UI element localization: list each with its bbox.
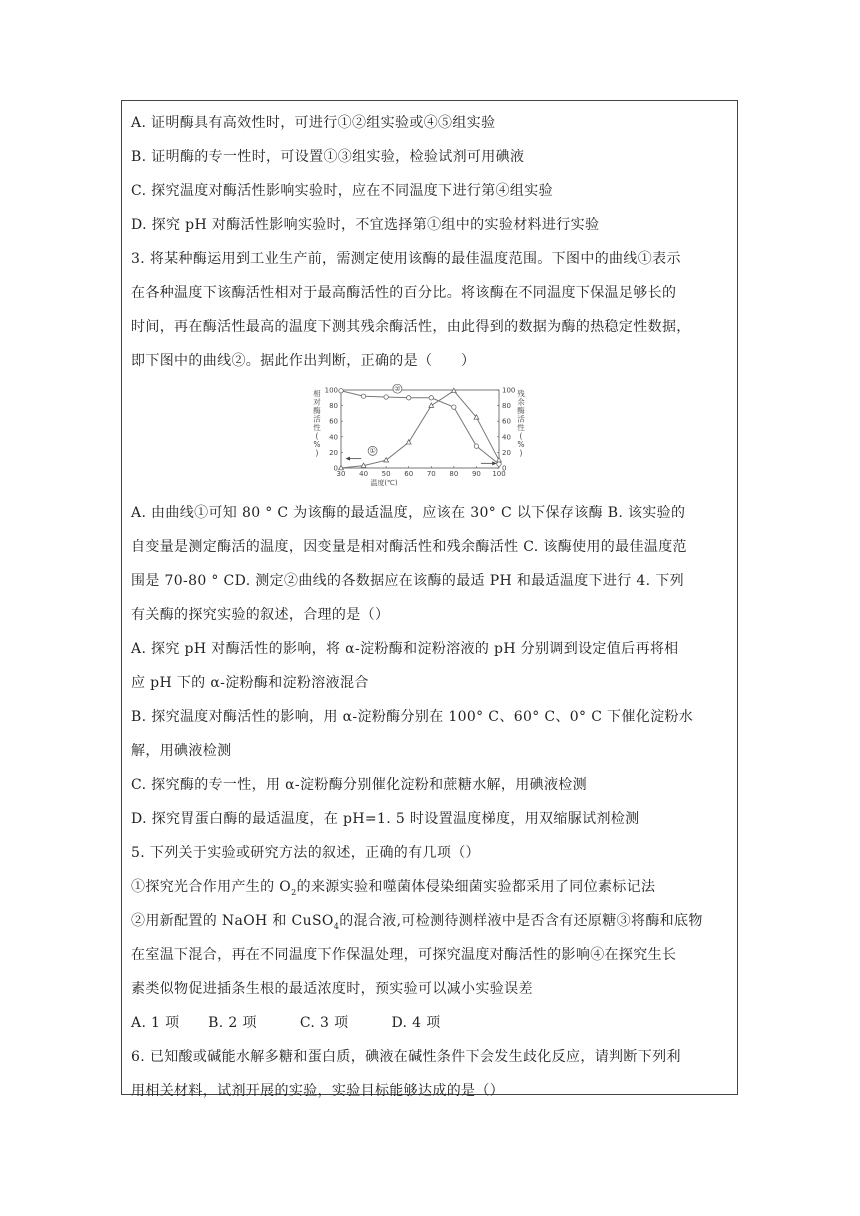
data-point: [452, 405, 456, 409]
y-axis-label-left: ): [315, 448, 319, 458]
question-6-line-2: 用相关材料，试剂开展的实验，实验目标能够达成的是（）: [131, 1083, 505, 1099]
q3-options-line-3: 围是 70-80 ° CD. 测定②曲线的各数据应在该酶的最适 PH 和最适温度下进行 4. 下列: [131, 573, 684, 589]
q5-statement-2: ②用新配置的 NaOH 和 CuSO$_4$的混合液,可检测待测样液中是否含有还原糖③将酶和底物: [131, 913, 703, 931]
x-tick-label: 80: [449, 470, 459, 478]
data-point: [339, 389, 343, 393]
y-tick-label-left: 0: [333, 464, 338, 473]
x-tick-label: 40: [359, 470, 369, 478]
y-tick-label-right: 0: [502, 464, 507, 473]
y-axis-label-right: (: [519, 431, 523, 441]
option-d-q2: D. 探究 pH 对酶活性影响实验时，不宜选择第①组中的实验材料进行实验: [131, 217, 600, 233]
y-axis-label-right: 酶: [517, 406, 525, 415]
y-axis-label-left: 对: [313, 397, 321, 407]
enzyme-activity-chart: [131, 382, 729, 490]
question-3-line-3: 时间，再在酶活性最高的温度下测其残余酶活性，由此得到的数据为酶的热稳定性数据，: [131, 319, 691, 335]
question-5-stem: 5. 下列关于实验或研究方法的叙述，正确的有几项（）: [131, 845, 480, 861]
y-axis-label-left: 相: [313, 389, 321, 398]
y-axis-label-left: 性: [313, 423, 321, 432]
option-a-q2: A. 证明酶具有高效性时，可进行①②组实验或④⑤组实验: [131, 115, 496, 131]
y-axis-label-right: %: [517, 440, 525, 449]
y-axis-label-right: 活: [517, 414, 525, 424]
data-point: [497, 458, 502, 462]
question-6-line-1: 6. 已知酸或碱能水解多糖和蛋白质，碘液在碱性条件下会发生歧化反应，请判断下列利: [131, 1049, 681, 1065]
q5-statement-1: ①探究光合作用产生的 $O_2$的来源实验和噬菌体侵染细菌实验都采用了同位素标记法: [131, 879, 656, 897]
x-tick-label: 90: [471, 470, 481, 478]
option-b-q2: B. 证明酶的专一性时，可设置①③组实验，检验试剂可用碘液: [131, 149, 525, 165]
data-point: [429, 396, 433, 400]
option-a-q4-line-1: A. 探究 pH 对酶活性的影响，将 α-淀粉酶和淀粉溶液的 pH 分别调到设定值后再将相: [131, 641, 679, 657]
question-3-line-2: 在各种温度下该酶活性相对于最高酶活性的百分比。将该酶在不同温度下保温足够长的: [131, 285, 677, 301]
x-tick-label: 100: [492, 470, 506, 478]
curve-1-label: ①: [369, 447, 376, 456]
data-point: [407, 396, 411, 400]
x-tick-label: 60: [404, 470, 414, 478]
y-axis-label-right: 余: [517, 397, 525, 407]
q3-options-line-1: A. 由曲线①可知 80 ° C 为该酶的最适温度，应该在 30° C 以下保存该酶 B. 该实验的: [131, 505, 686, 521]
y-axis-label-left: %: [313, 440, 321, 449]
option-d-q4: D. 探究胃蛋白酶的最适温度，在 pH=1. 5 时设置温度梯度，用双缩脲试剂检测: [131, 811, 640, 827]
data-point: [429, 403, 434, 407]
x-tick-label: 70: [426, 470, 436, 478]
plot-frame: [341, 390, 499, 468]
y-axis-label-right: 性: [517, 423, 525, 432]
y-tick-label-right: 20: [502, 448, 511, 457]
y-tick-label-right: 100: [502, 386, 516, 395]
option-a-q4-line-2: 应 pH 下的 α-淀粉酶和淀粉溶液混合: [131, 675, 369, 691]
q3-options-line-2: 自变量是测定酶活的温度，因变量是相对酶活性和残余酶活性 C. 该酶使用的最佳温度范: [131, 539, 687, 555]
y-axis-label-left: 活: [313, 414, 321, 424]
y-axis-label-left: 酶: [313, 406, 321, 415]
q5-statement-4: 素类似物促进插条生根的最适浓度时，预实验可以减小实验误差: [131, 981, 533, 997]
option-c-q2: C. 探究温度对酶活性影响实验时，应在不同温度下进行第④组实验: [131, 183, 553, 199]
arrow-left-head: [346, 457, 351, 461]
y-tick-label-left: 60: [329, 417, 338, 426]
series-line-1: [341, 391, 499, 468]
question-3-line-1: 3. 将某种酶运用到工业生产前，需测定使用该酶的最佳温度范围。下图中的曲线①表示: [131, 251, 681, 267]
document-body: [131, 106, 729, 1108]
x-tick-label: 30: [336, 470, 346, 478]
y-tick-label-left: 100: [324, 386, 338, 395]
y-axis-label-right: 残: [517, 389, 525, 398]
y-tick-label-left: 80: [329, 402, 338, 411]
y-axis-label-left: (: [315, 431, 319, 441]
y-tick-label-right: 60: [502, 417, 511, 426]
y-tick-label-right: 80: [502, 402, 511, 411]
chart-svg: [303, 382, 553, 490]
curve-2-label: ②: [394, 385, 401, 394]
data-point: [497, 462, 501, 466]
option-c-q4: C. 探究酶的专一性，用 α-淀粉酶分别催化淀粉和蔗糖水解，用碘液检测: [131, 777, 587, 793]
y-tick-label-right: 40: [502, 433, 511, 442]
question-3-line-4: 即下图中的曲线②。据此作出判断，正确的是（ ）: [131, 353, 476, 369]
data-point: [384, 395, 388, 399]
question-4-stem: 有关酶的探究实验的叙述，合理的是（）: [131, 607, 390, 623]
data-point: [361, 394, 365, 398]
y-tick-label-left: 40: [329, 433, 338, 442]
y-axis-label-right: ): [519, 448, 523, 458]
y-tick-label-left: 20: [329, 448, 338, 457]
series-line-2: [341, 391, 499, 464]
q5-statement-3: 在室温下混合，再在不同温度下作保温处理，可探究温度对酶活性的影响④在探究生长: [131, 947, 677, 963]
data-point: [474, 444, 478, 448]
option-b-q4-line-2: 解，用碘液检测: [131, 743, 232, 759]
q5-options: A. 1 项 B. 2 项 C. 3 项 D. 4 项: [131, 1015, 441, 1031]
option-b-q4-line-1: B. 探究温度对酶活性的影响，用 α-淀粉酶分别在 100° C、60° C、0° C 下催化淀粉水: [131, 709, 694, 725]
x-tick-label: 50: [381, 470, 391, 478]
x-axis-label: 温度(℃): [370, 479, 398, 487]
